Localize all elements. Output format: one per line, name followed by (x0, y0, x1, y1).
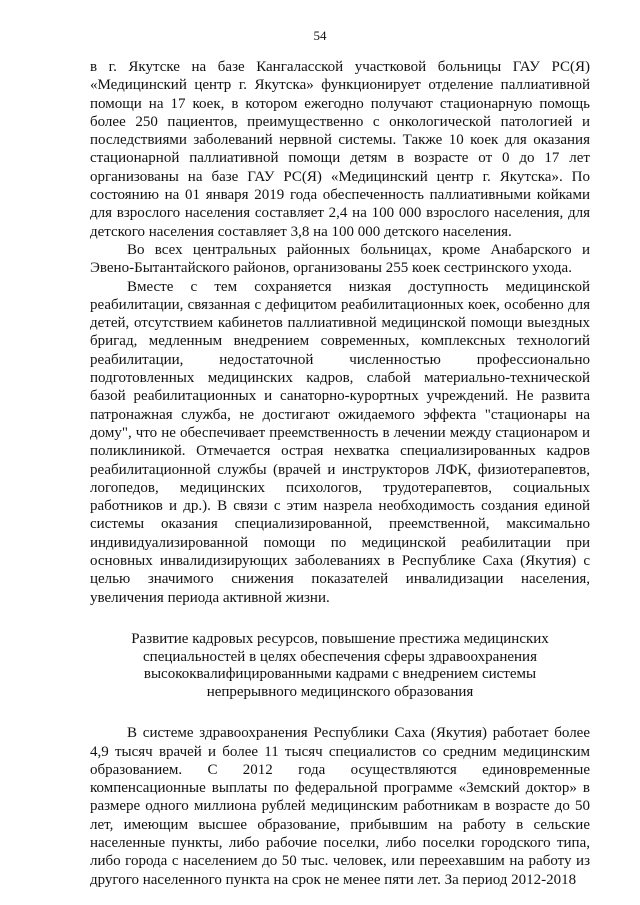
paragraph-palliative-care: в г. Якутске на базе Кангаласской участковой больницы ГАУ РС(Я) «Медицинский центр г. Якутска» функционирует отделение паллиативной помощи на 17 коек, в котором ежегодно получают стационарную помощь более 250 пациентов, преимущественно с онкологической патологией и последствиями заболеваний нервной системы. Также 10 коек для оказания стационарной паллиативной помощи детям в возрасте от 0 до 17 лет организованы на базе ГАУ РС(Я) «Медицинский центр г. Якутска». По состоянию на 01 января 2019 года обеспеченность паллиативными койками для взрослого населения составляет 2,4 на 100 000 взрослого населения, для детского населения составляет 3,8 на 100 000 детского населения. (90, 59, 590, 240)
paragraph-staffing: В системе здравоохранения Республики Саха (Якутия) работает более 4,9 тысяч врачей и более 11 тысяч специалистов со средним медицинским образованием. С 2012 года осуществляются единовременные компенсационные выплаты по федеральной программе «Земский доктор» в размере одного миллиона рублей медицинским работникам в возрасте до 50 лет, имеющим высшее образование, прибывшим на работу в сельские населенные пункты, либо рабочие поселки, либо поселки городского типа, либо города с населением до 50 тыс. человек, или переехавшим на работу из другого населенного пункта на срок не менее пяти лет. За период 2012-2018 (90, 725, 590, 888)
paragraph-rehabilitation: Вместе с тем сохраняется низкая доступность медицинской реабилитации, связанная с дефицитом реабилитационных коек, особенно для детей, отсутствием кабинетов паллиативной медицинской помощи выездных бригад, медленным внедрением современных, комплексных технологий реабилитации, недостаточной численностью профессионально подготовленных медицинских кадров, слабой материально-технической базой реабилитационных и санаторно-курортных учреждений. Не развита патронажная служба, не достигают ожидаемого эффекта "стационары на дому", что не обеспечивает преемственность в лечении между стационаром и поликлиникой. Отмечается острая нехватка специализированных кадров реабилитационной службы (врачей и инструкторов ЛФК, физиотерапевтов, логопедов, медицинских психологов, трудотерапевтов, социальных работников и др.). В связи с этим назрела необходимость создания единой системы оказания специализированной, преемственной, максимально индивидуализированной помощи по медицинской реабилитации при основных инвалидизирующих заболеваниях в Республике Саха (Якутия) с целью значимого снижения показателей инвалидизации населения, увеличения периода активной жизни. (90, 278, 590, 606)
paragraph-nursing-beds: Во всех центральных районных больницах, кроме Анабарского и Эвено-Бытантайского районов, организованы 255 коек сестринского ухода. (90, 241, 590, 277)
document-body (90, 58, 590, 889)
section-heading: Развитие кадровых ресурсов, повышение престижа медицинских специальностей в целях обеспечения сферы здравоохранения высококвалифицированными кадрами с внедрением системы непрерывного медицинского образования (131, 630, 549, 700)
page-number: 54 (313, 28, 327, 43)
